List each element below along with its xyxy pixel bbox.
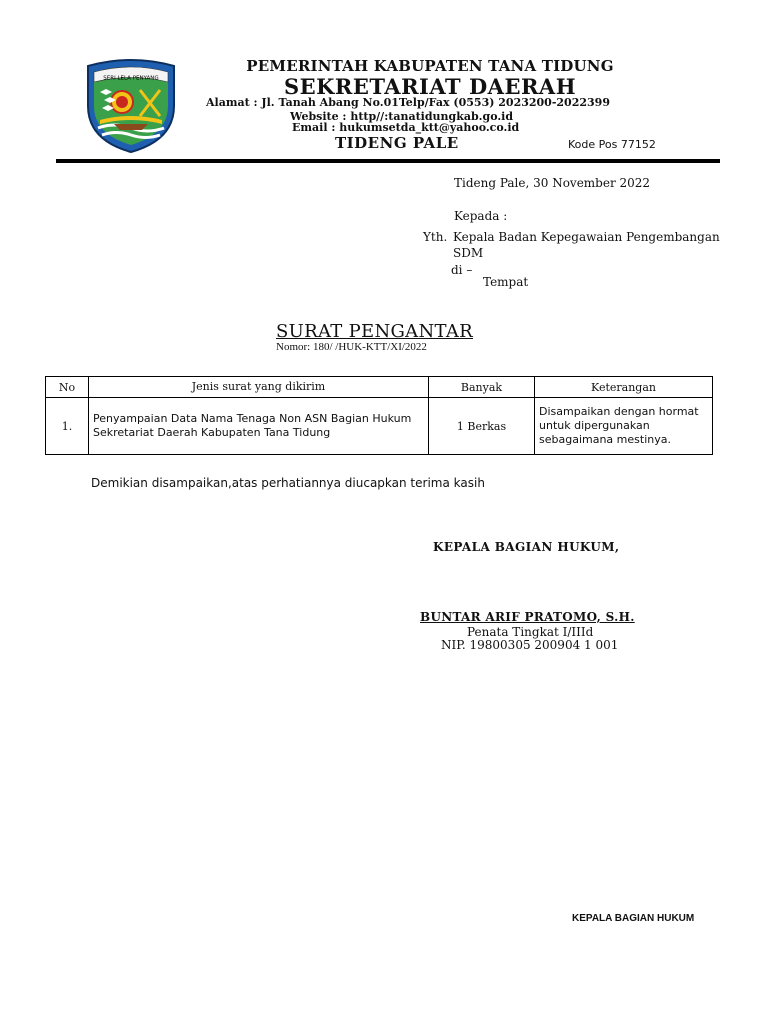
letter-number: Nomor: 180/ /HUK-KTT/XI/2022	[276, 341, 427, 353]
letter-yth-label: Yth.	[423, 230, 448, 244]
letterhead-divider	[56, 159, 720, 163]
regency-emblem	[82, 58, 180, 154]
cell-no: 1.	[46, 398, 89, 455]
letter-title: SURAT PENGANTAR	[276, 321, 473, 342]
column-header-banyak: Banyak	[429, 377, 535, 398]
letterhead-government: PEMERINTAH KABUPATEN TANA TIDUNG	[246, 57, 614, 75]
letterhead-city: TIDENG PALE	[335, 134, 459, 152]
letterhead-email: Email : hukumsetda_ktt@yahoo.co.id	[292, 121, 520, 134]
letterhead-postcode: Kode Pos 77152	[568, 138, 656, 151]
letterhead-website: Website : http//:tanatidungkab.go.id	[290, 110, 514, 123]
cell-keterangan: Disampaikan dengan hormat untuk dipergunakan sebagaimana mestinya.	[535, 398, 713, 455]
cell-banyak: 1 Berkas	[429, 398, 535, 455]
closing-sentence: Demikian disampaikan,atas perhatiannya diucapkan terima kasih	[91, 476, 485, 490]
footer-label: KEPALA BAGIAN HUKUM	[572, 913, 695, 924]
table-header-row	[46, 377, 713, 398]
emblem-motto: SERI LELA PENYANG	[103, 75, 159, 82]
letter-date: Tideng Pale, 30 November 2022	[454, 176, 651, 190]
signatory-title: KEPALA BAGIAN HUKUM,	[433, 540, 620, 554]
cell-jenis: Penyampaian Data Nama Tenaga Non ASN Bagian Hukum Sekretariat Daerah Kabupaten Tana Tidung	[89, 398, 429, 455]
letter-di: di –	[451, 263, 473, 277]
letter-recipient-block	[423, 229, 723, 260]
column-header-keterangan: Keterangan	[535, 377, 713, 398]
column-header-no: No	[46, 377, 89, 398]
table-row	[46, 398, 713, 455]
signatory-nip: NIP. 19800305 200904 1 001	[441, 638, 619, 652]
items-table	[45, 376, 713, 455]
letterhead-address: Alamat : Jl. Tanah Abang No.01Telp/Fax (0553) 2023200-2022399	[206, 96, 610, 109]
signatory-rank: Penata Tingkat I/IIId	[467, 625, 594, 639]
letter-recipient: Kepala Badan Kepegawaian Pengembangan SDM	[453, 230, 720, 260]
signatory-name: BUNTAR ARIF PRATOMO, S.H.	[420, 610, 635, 624]
letterhead-secretariat: SEKRETARIAT DAERAH	[283, 74, 577, 99]
column-header-jenis: Jenis surat yang dikirim	[89, 377, 429, 398]
letter-kepada: Kepada :	[454, 209, 508, 223]
letter-tempat: Tempat	[483, 275, 529, 289]
